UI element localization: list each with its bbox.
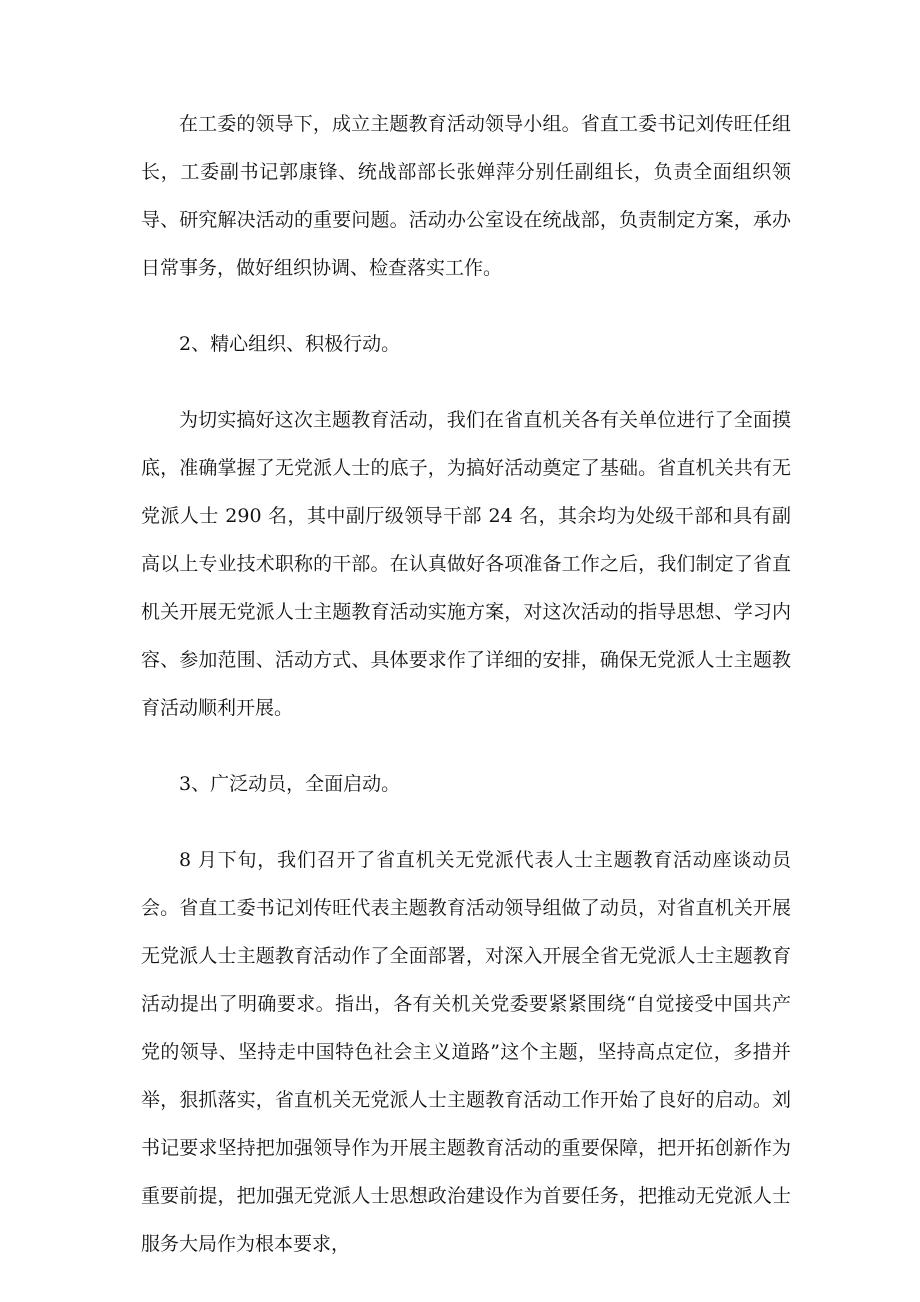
paragraph-leadership-group: 在工委的领导下，成立主题教育活动领导小组。省直工委书记刘传旺任组长，工委副书记郭康锋、统战部部长张婵萍分别任副组长，负责全面组织领导、研究解决活动的重要问题。活动办公室设在统战部，负责制定方案，承办日常事务，做好组织协调、检查落实工作。 [141,113,791,279]
paragraph-mobilization-meeting: 8 月下旬，我们召开了省直机关无党派代表人士主题教育活动座谈动员会。省直工委书记刘传旺代表主题教育活动领导组做了动员，对省直机关开展无党派人士主题教育活动作了全面部署，对深入开展全省无党派人士主题教育活动提出了明确要求。指出，各有关机关党委要紧紧围绕“自觉接受中国共产党的领导、坚持走中国特色社会主义道路”这个主题，坚持高点定位，多措并举，狠抓落实，省直机关无党派人士主题教育活动工作开始了良好的启动。刘书记要求坚持把加强领导作为开展主题教育活动的重要保障，把开拓创新作为重要前提，把加强无党派人士思想政治建设作为首要任务，把推动无党派人士服务大局作为根本要求， [141,849,791,1255]
section-heading-mobilize: 3、广泛动员，全面启动。 [179,773,401,795]
paragraph-survey-plan: 为切实搞好这次主题教育活动，我们在省直机关各有关单位进行了全面摸底，准确掌握了无党派人士的底子，为搞好活动奠定了基础。省直机关共有无党派人士 290 名，其中副厅级领导干部 24 名，其余均为处级干部和具有副高以上专业技术职称的干部。在认真做好各项准备工作之后，我们制定了省直机关开展无党派人士主题教育活动实施方案，对这次活动的指导思想、学习内容、参加范围、活动方式、具体要求作了详细的安排，确保无党派人士主题教育活动顺利开展。 [141,409,791,719]
section-heading-organize: 2、精心组织、积极行动。 [179,333,401,355]
document-body [141,100,791,1296]
